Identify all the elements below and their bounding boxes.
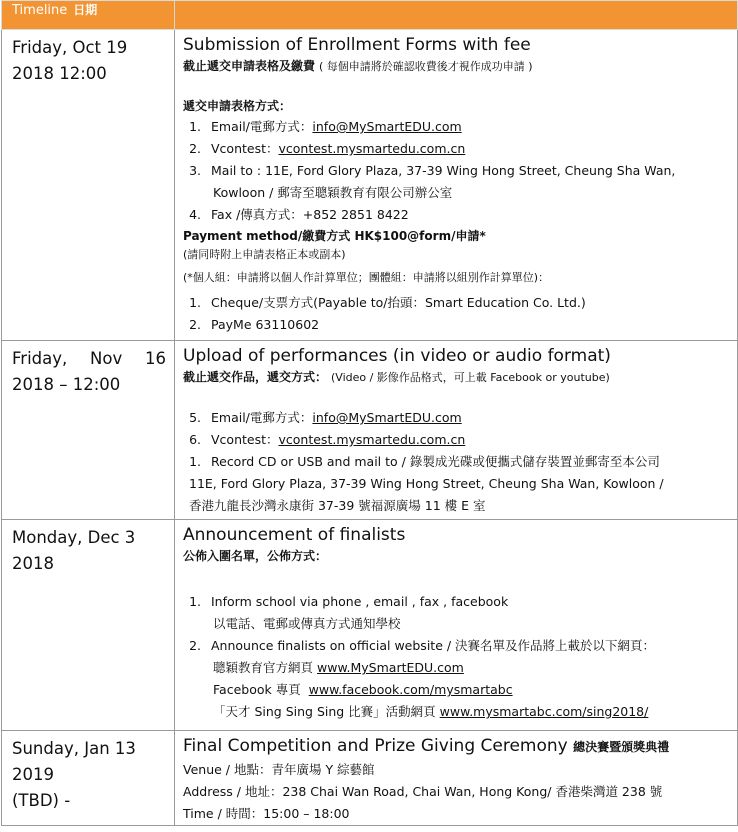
list-item: 4. Fax /傳真方式：+852 2851 8422 bbox=[189, 207, 409, 222]
payment-note: (請同時附上申請表格正本或副本) bbox=[183, 248, 346, 261]
list-item: 6. Vcontest：vcontest.mysmartedu.com.cn bbox=[189, 432, 466, 447]
row-heading-cn: 總決賽暨頒獎典禮 bbox=[573, 740, 670, 754]
date-text: Friday, Oct 19 2018 12:00 bbox=[12, 38, 128, 83]
list-item: 2. Vcontest：vcontest.mysmartedu.com.cn bbox=[189, 141, 466, 156]
facebook-link[interactable]: www.facebook.com/mysmartabc bbox=[308, 682, 513, 697]
timeline-table bbox=[1, 0, 738, 826]
list-item: 1. Inform school via phone , email , fax , facebook bbox=[189, 594, 509, 609]
date-cell bbox=[2, 520, 175, 731]
list-item: 1. Cheque/支票方式(Payable to/抬頭：Smart Education Co. Ltd.) bbox=[189, 295, 586, 310]
description-cell bbox=[175, 520, 738, 731]
announce-label: 公佈入圍名單，公佈方式： bbox=[183, 549, 328, 563]
list-item: 1. Email/電郵方式：info@MySmartEDU.com bbox=[189, 119, 462, 134]
email-link[interactable]: info@MySmartEDU.com bbox=[312, 410, 462, 425]
email-link[interactable]: info@MySmartEDU.com bbox=[312, 119, 462, 134]
date-line: Sunday, Jan 13 2019 bbox=[12, 739, 136, 784]
list-item-continuation: Kowloon / 郵寄至聰穎教育有限公司辦公室 bbox=[213, 185, 453, 200]
date-cell bbox=[2, 731, 175, 826]
list-item: 3. Mail to : 11E, Ford Glory Plaza, 37-39 Wing Hong Street, Cheung Sha Wan, bbox=[189, 163, 676, 178]
table-row bbox=[2, 731, 738, 826]
list-item: 2. Announce finalists on official website / 決賽名單及作品將上載於以下網頁： bbox=[189, 638, 656, 653]
list-item: 2. PayMe 63110602 bbox=[189, 317, 320, 332]
date-line: 2018 – 12:00 bbox=[12, 375, 121, 394]
deadline-label: 截止遞交申請表格及繳費 bbox=[183, 59, 316, 73]
table-row bbox=[2, 30, 738, 341]
date-cell bbox=[2, 30, 175, 341]
description-cell bbox=[175, 341, 738, 520]
payment-title: Payment method/繳費方式 HK$100@form/申請* bbox=[183, 229, 486, 243]
vcontest-link[interactable]: vcontest.mysmartedu.com.cn bbox=[278, 432, 466, 447]
venue-text: Venue / 地點：青年廣場 Y 綜藝館 bbox=[183, 762, 375, 777]
list-item: 5. Email/電郵方式：info@MySmartEDU.com bbox=[189, 410, 462, 425]
date-text: Monday, Dec 3 2018 bbox=[12, 528, 136, 573]
website-line: Facebook 專頁 www.facebook.com/mysmartabc bbox=[213, 682, 513, 697]
date-line: (TBD) - bbox=[12, 791, 71, 810]
address-en: 11E, Ford Glory Plaza, 37-39 Wing Hong Street, Cheung Sha Wan, Kowloon / bbox=[189, 476, 664, 491]
address-text: Address / 地址：238 Chai Wan Road, Chai Wan, Hong Kong/ 香港柴灣道 238 號 bbox=[183, 784, 663, 799]
official-site-link[interactable]: www.MySmartEDU.com bbox=[317, 660, 464, 675]
row-heading: Upload of performances (in video or audio format) bbox=[183, 346, 611, 366]
deadline-note: ( 每個申請將於確認收費後才視作成功申請 ) bbox=[319, 60, 533, 73]
description-cell bbox=[175, 731, 738, 826]
deadline-note: (Video / 影像作品格式，可上載 Facebook or youtube) bbox=[331, 371, 610, 384]
description-header bbox=[175, 1, 738, 30]
event-site-link[interactable]: www.mysmartabc.com/sing2018/ bbox=[439, 704, 649, 719]
website-line: 聰穎教育官方網頁 www.MySmartEDU.com bbox=[213, 660, 464, 675]
row-heading: Announcement of finalists bbox=[183, 525, 406, 545]
row-heading: Final Competition and Prize Giving Ceremony 總決賽暨頒獎典禮 bbox=[183, 736, 670, 756]
row-heading: Submission of Enrollment Forms with fee bbox=[183, 35, 531, 55]
timeline-label-cn: 日期 bbox=[73, 3, 98, 17]
description-cell bbox=[175, 30, 738, 341]
table-row bbox=[2, 341, 738, 520]
list-item-continuation: 以電話、電郵或傳真方式通知學校 bbox=[213, 616, 401, 631]
methods-title: 遞交申請表格方式： bbox=[183, 99, 292, 113]
date-cell bbox=[2, 341, 175, 520]
list-item: 1. Record CD or USB and mail to / 錄製成光碟或便攜式儲存裝置並郵寄至本公司 bbox=[189, 454, 660, 469]
timeline-header bbox=[2, 1, 175, 30]
payment-note: (*個人組：申請將以個人作計算單位；團體組：申請將以組別作計算單位)： bbox=[183, 271, 550, 284]
timeline-label: Timeline bbox=[12, 3, 68, 18]
vcontest-link[interactable]: vcontest.mysmartedu.com.cn bbox=[278, 141, 466, 156]
address-cn: 香港九龍長沙灣永康街 37-39 號福源廣場 11 樓 E 室 bbox=[189, 498, 486, 513]
table-row bbox=[2, 520, 738, 731]
table-header-row bbox=[2, 1, 738, 30]
time-text: Time / 時間：15:00 – 18:00 bbox=[183, 806, 350, 821]
date-line: Friday, Nov 16 bbox=[12, 349, 166, 368]
website-line: 「天才 Sing Sing Sing 比賽」活動網頁 www.mysmartabc.com/sing2018/ bbox=[213, 704, 649, 719]
deadline-label: 截止遞交作品，遞交方式： bbox=[183, 370, 328, 384]
